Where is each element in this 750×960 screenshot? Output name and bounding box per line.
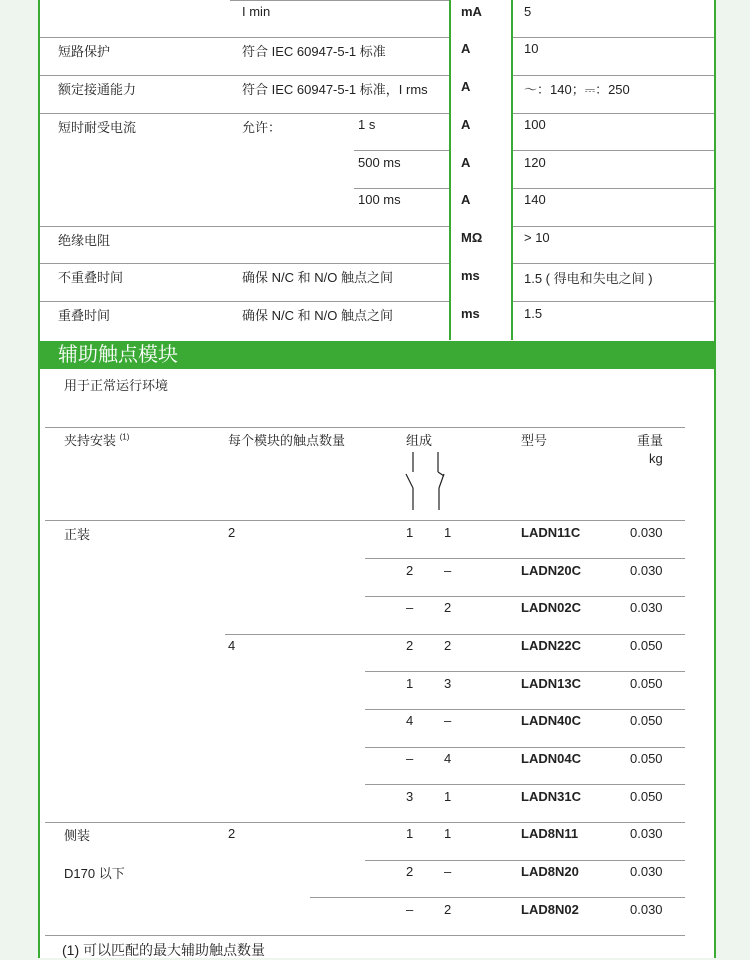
nc-count: – [444,864,452,879]
unit-column-divider [449,0,451,340]
nc-count: 3 [444,676,452,691]
table-top-rule [45,427,685,428]
contact-count: 4 [228,638,236,653]
nc-count: 1 [444,826,452,841]
no-count: – [406,902,414,917]
row-divider [365,860,685,861]
row-divider [513,113,714,114]
spec-cond: 允许： [242,120,282,135]
nc-count: 4 [444,751,452,766]
spec-unit: MΩ [461,230,483,245]
row-divider [40,226,449,227]
footnote: (1) 可以匹配的最大辅助触点数量 [62,942,265,958]
weight-value: 0.050 [630,638,663,653]
spec-label: 不重叠时间 [58,270,124,285]
no-count: 1 [406,525,414,540]
section-subtitle: 用于正常运行环境 [64,378,169,393]
spec-value: ～：140；⎓：250 [524,82,630,97]
no-count: – [406,751,414,766]
spec-label: 短时耐受电流 [58,120,137,135]
header-weight: 重量 [637,433,664,448]
spec-cond: 确保 N/C 和 N/O 触点之间 [242,270,393,285]
row-divider [365,558,685,559]
row-divider [40,301,449,302]
model-number: LAD8N20 [521,864,579,879]
model-number: LAD8N11 [521,826,579,841]
row-divider [365,784,685,785]
row-divider [513,75,714,76]
header-model: 型号 [521,433,548,448]
model-number: LADN13C [521,676,581,691]
spec-unit: A [461,192,471,207]
spec-duration: 1 s [358,117,376,132]
spec-cond: 确保 N/C 和 N/O 触点之间 [242,308,393,323]
table-bottom-rule [45,935,685,936]
mount-type: 侧装 [64,828,91,843]
no-count: 1 [406,826,414,841]
header-mount: 夹持安装 $^{(1)}$ [64,432,130,448]
spec-cond: 符合 IEC 60947-5-1 标准 [242,44,386,59]
spec-unit: A [461,79,471,94]
model-number: LADN40C [521,713,581,728]
nc-count: 2 [444,902,452,917]
spec-duration: 100 ms [358,192,401,207]
spec-unit: ms [461,306,480,321]
row-divider [513,150,714,151]
model-number: LADN02C [521,600,581,615]
model-number: LADN20C [521,563,581,578]
model-number: LADN31C [521,789,581,804]
row-divider [513,37,714,38]
row-divider [365,671,685,672]
spec-label: 额定接通能力 [58,82,137,97]
weight-value: 0.050 [630,789,663,804]
mount-range: D170 以下 [64,866,125,881]
model-number: LADN04C [521,751,581,766]
nc-count: – [444,713,452,728]
spec-label: 重叠时间 [58,308,111,323]
weight-value: 0.030 [630,826,663,841]
row-divider [40,113,449,114]
weight-value: 0.050 [630,713,663,728]
header-weight-unit: kg [649,451,663,466]
no-count: 2 [406,638,414,653]
row-divider [230,0,449,1]
no-count: – [406,600,414,615]
row-divider [40,263,449,264]
weight-value: 0.030 [630,902,663,917]
nc-count: 2 [444,638,452,653]
spec-cond: I min [242,4,271,19]
row-divider [40,75,449,76]
spec-unit: A [461,117,471,132]
header-composition: 组成 [406,433,433,448]
no-count: 1 [406,676,414,691]
row-divider [513,301,714,302]
weight-value: 0.030 [630,525,663,540]
spec-value: 1.5 ( 得电和失电之间 ) [524,271,653,286]
model-number: LADN11C [521,525,581,540]
row-divider [365,596,685,597]
spec-value: 5 [524,4,532,19]
nc-count: 1 [444,789,452,804]
no-count: 4 [406,713,414,728]
spec-cond: 符合 IEC 60947-5-1 标准，I rms [242,82,428,97]
spec-value: 120 [524,155,546,170]
spec-unit: A [461,155,471,170]
footnote-marker: (1) [119,432,130,442]
nc-count: 2 [444,600,452,615]
model-number: LADN22C [521,638,581,653]
spec-label: 绝缘电阻 [58,233,111,248]
row-divider [45,822,685,823]
section-title: 辅助触点模块 [58,344,178,366]
spec-value: 100 [524,117,546,132]
spec-value: 10 [524,41,539,56]
spec-value: 1.5 [524,306,543,321]
spec-unit: mA [461,4,482,19]
spec-value: 140 [524,192,546,207]
value-column-divider [511,0,513,340]
weight-value: 0.030 [630,600,663,615]
nc-contact-symbol-icon [432,452,448,514]
contact-count: 2 [228,525,236,540]
section-header [40,341,714,369]
no-count: 2 [406,864,414,879]
row-divider [513,226,714,227]
row-divider [365,747,685,748]
header-bottom-rule [45,520,685,521]
spec-unit: A [461,41,471,56]
nc-count: 1 [444,525,452,540]
nc-count: – [444,563,452,578]
weight-value: 0.050 [630,676,663,691]
weight-value: 0.030 [630,864,663,879]
spec-value: > 10 [524,230,550,245]
row-divider [365,709,685,710]
spec-duration: 500 ms [358,155,401,170]
spec-label: 短路保护 [58,44,111,59]
row-divider [513,263,714,264]
no-contact-symbol-icon [402,452,418,514]
header-contacts: 每个模块的触点数量 [228,433,346,448]
mount-type: 正装 [64,527,91,542]
weight-value: 0.030 [630,563,663,578]
datasheet-page [38,0,716,958]
contact-count: 2 [228,826,236,841]
row-divider [40,37,449,38]
row-divider [513,188,714,189]
row-divider [354,150,449,151]
row-divider [310,897,685,898]
weight-value: 0.050 [630,751,663,766]
spec-unit: ms [461,268,480,283]
model-number: LAD8N02 [521,902,579,917]
row-divider [225,634,685,635]
no-count: 3 [406,789,414,804]
row-divider [354,188,449,189]
no-count: 2 [406,563,414,578]
